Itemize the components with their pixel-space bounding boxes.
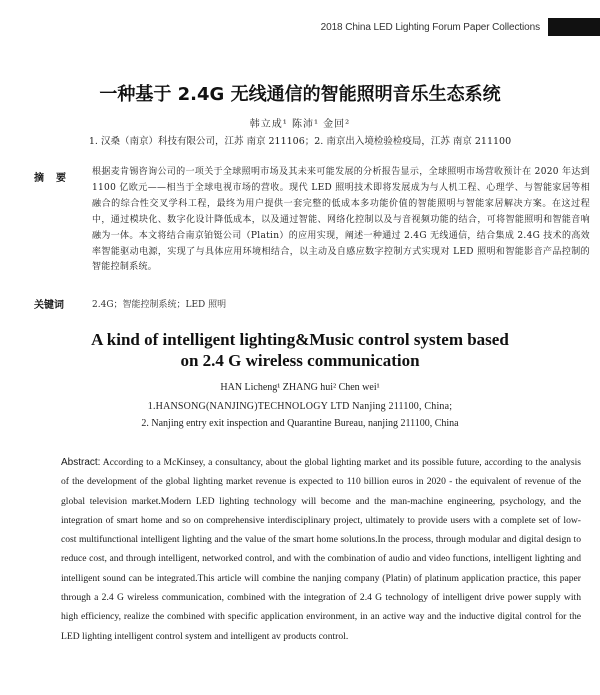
english-abstract <box>61 453 581 646</box>
running-header: 2018 China LED Lighting Forum Paper Collections <box>320 22 540 33</box>
header-black-bar <box>548 18 600 36</box>
english-title <box>60 329 540 371</box>
english-affiliation-1: 1.HANSONG(NANJING)TECHNOLOGY LTD Nanjing 211100, China; <box>147 401 453 412</box>
english-abstract-text: According to a McKinsey, a consultancy, about the global lighting market and its possible future, according to the analysis of the development of the global lighting market revenue is expected to 110 billion euros in 2020 - the equivalent of revenue of the global television market.Modern LED lighting technology will become and the man-machine engineering, psychology, and the integration of smart home and so on comprehensive interdisciplinary project, ultimately to provide users with a complete set of low-cost multifunctional intelligent lighting and the value of the smart home solutions.In the process, through modular and digital design to reduce cost, and through intelligent, networked control, and with the combination of audio and video functions, intelligent lighting and intelligent sound can be integrated.This article will combine the nanjing company (Platin) of platinum application practice, this paper through a 2.4 G wireless communication, combined with the integration of 2.4 G technology of intelligent drive power supply with high efficiency, realize the combined with specific application environment, in an active way and the inductive digital control for the LED lighting intelligent control system and intelligent av products control. <box>61 457 581 642</box>
chinese-affiliation: 1. 汉桑（南京）科技有限公司，江苏 南京 211106；2. 南京出入境检验检疫局，江苏 南京 211100 <box>88 136 512 147</box>
english-title-line-1: A kind of intelligent lighting&Music control system based <box>91 330 509 349</box>
english-authors: HAN Licheng¹ ZHANG hui² Chen wei¹ <box>220 382 380 393</box>
english-affiliation-2: 2. Nanjing entry exit inspection and Quarantine Bureau, nanjing 211100, China <box>141 418 459 429</box>
chinese-abstract-label: 摘 要 <box>34 173 67 184</box>
english-abstract-label: Abstract: <box>61 457 101 468</box>
english-title-line-2: on 2.4 G wireless communication <box>180 351 420 370</box>
chinese-authors: 韩立成¹ 陈沛¹ 金回² <box>249 119 351 130</box>
chinese-keywords: 2.4G；智能控制系统；LED 照明 <box>92 300 227 310</box>
chinese-title: 一种基于 2.4G 无线通信的智能照明音乐生态系统 <box>99 84 501 105</box>
chinese-abstract: 根据麦肯锡咨询公司的一项关于全球照明市场及其未来可能发展的分析报告显示，全球照明市场营收预计在 2020 年达到 1100 亿欧元——相当于全球电视市场的营收。现代 LED 照明技术即将发展成为与人机工程、心理学、与智能家居等相融合的综合性交叉学科工程，最终为用户提供一套完整的低成本多功能价值的智能照明与智能家居解决方案。在这过程中，通过模块化、数字化设计降低成本，以及通过智能、网络化控制以及与音视频功能的结合，可将智能照明和智能音响融为一体。本文将结合南京铂铤公司（Platin）的应用实现，阐述一种通过 2.4G 无线通信，结合集成 2.4G 技术的高效率智能驱动电源，实现了与具体应用环境相结合，以主动及自感应数字控制方式实现对 LED 照明和智能影音产品控制的智能控制系统。 <box>92 167 590 273</box>
chinese-keywords-label: 关键词 <box>34 300 64 311</box>
